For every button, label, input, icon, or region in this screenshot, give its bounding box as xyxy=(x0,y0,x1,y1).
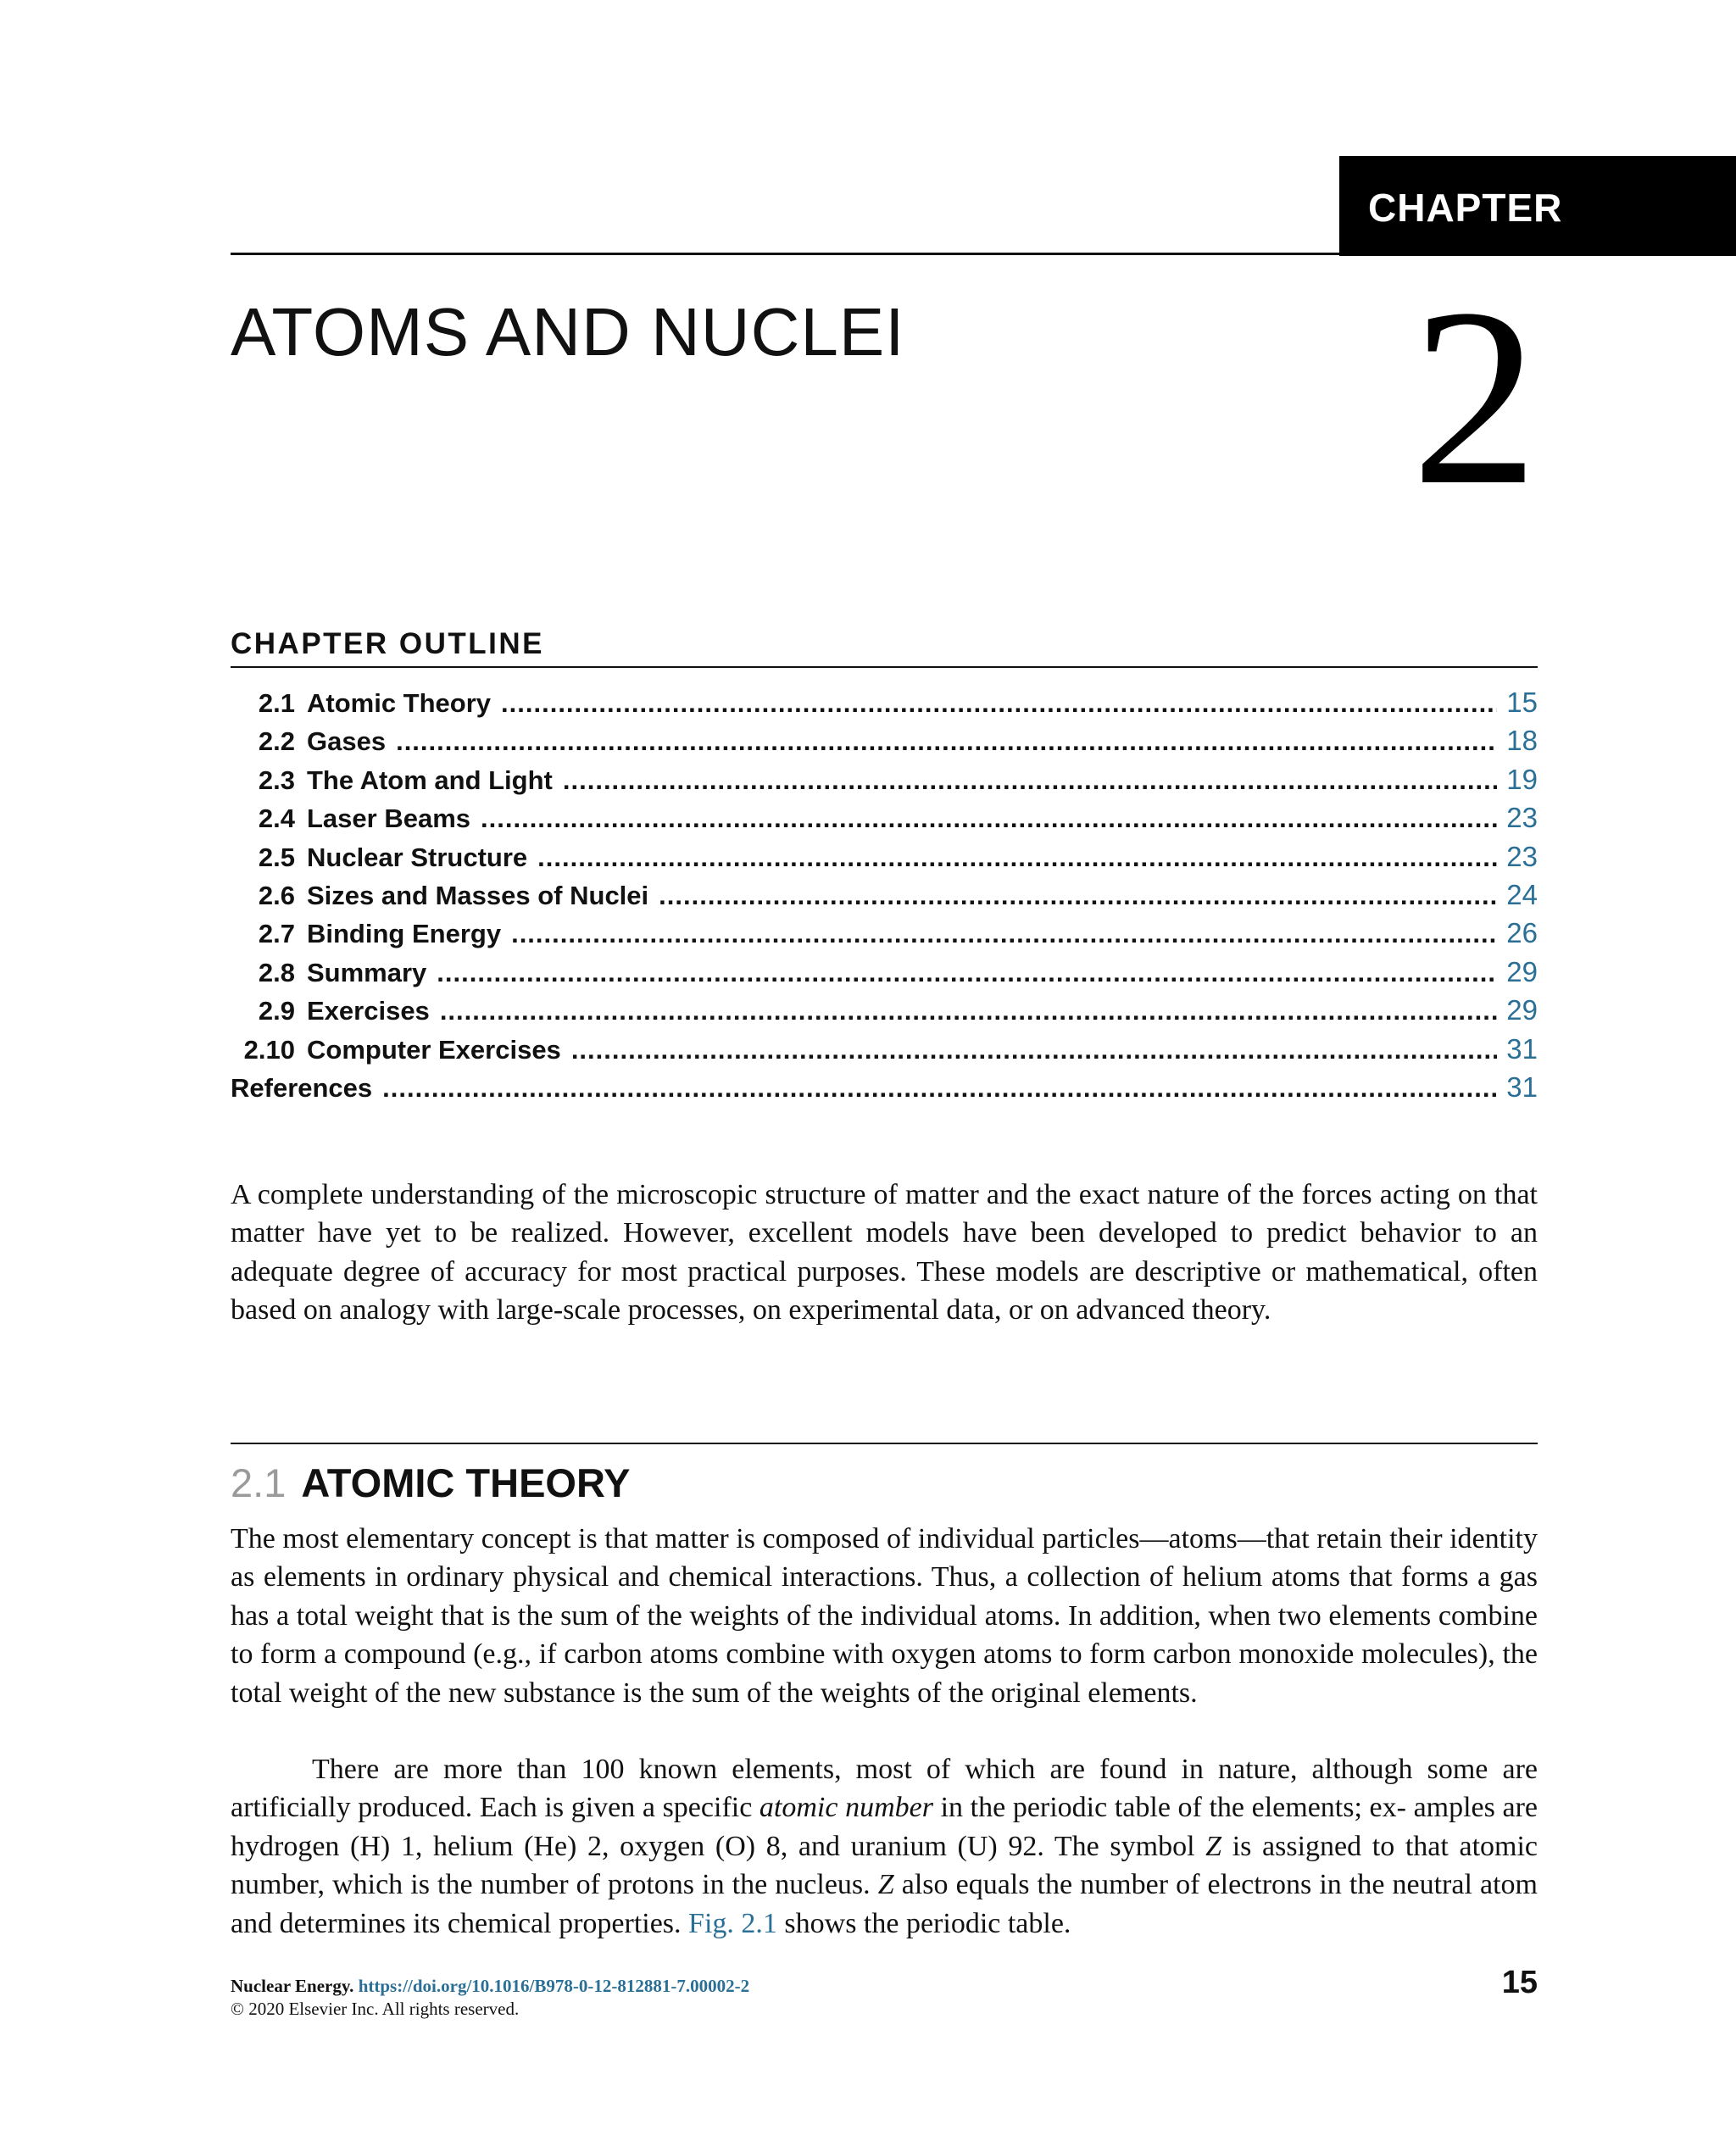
toc-entry-2-4[interactable] xyxy=(231,798,1538,837)
toc-entry-page-link[interactable]: 29 xyxy=(1506,955,1538,987)
toc-entry-number: 2.3 xyxy=(258,765,295,795)
outline-heading: CHAPTER OUTLINE xyxy=(231,627,544,660)
paragraph-text: is assigned to that atomic number, which is the number of protons in the nucleus. xyxy=(231,1830,1538,1901)
footer-doi-link[interactable]: https://doi.org/10.1016/B978-0-12-812881-7.00002-2 xyxy=(358,1976,750,1996)
paragraph-text: shows the periodic table. xyxy=(776,1907,1071,1939)
toc-entry-title: Computer Exercises xyxy=(307,1034,561,1065)
section-number: 2.1 xyxy=(231,1460,287,1505)
toc-entry-2-10[interactable] xyxy=(231,1030,1538,1068)
chapter-tab-label: CHAPTER xyxy=(1368,186,1563,230)
section-title: ATOMIC THEORY xyxy=(301,1460,631,1505)
intro-paragraph: A complete understanding of the microscopic structure of matter and the exact nature of the forces acting on that matter have yet to be realized. However, excellent models have been developed to predict behavior to an adequate degree of accuracy for most practical purposes. These models are descriptive or mathematical, often based on analogy with large-scale processes, on experimental data, or on advanced theory. xyxy=(231,1179,1538,1326)
toc-entry-title: References xyxy=(231,1072,373,1103)
toc-entry-page-link[interactable]: 26 xyxy=(1506,917,1538,949)
toc-dot-leader xyxy=(481,799,1497,837)
toc-dot-leader xyxy=(511,915,1497,953)
toc-dot-leader xyxy=(563,761,1497,799)
toc-entry-title: Sizes and Masses of Nuclei xyxy=(307,880,649,910)
toc-entry-number: 2.8 xyxy=(258,957,295,987)
chapter-tab xyxy=(1339,156,1736,256)
toc-entry-2-9[interactable] xyxy=(231,991,1538,1029)
toc-entry-number: 2.6 xyxy=(258,880,295,910)
toc-dot-leader xyxy=(537,838,1497,876)
toc-entry-page-link[interactable]: 31 xyxy=(1506,1032,1538,1065)
toc-entry-number: 2.10 xyxy=(243,1034,295,1065)
header-rule xyxy=(231,253,1339,255)
toc-entry-number: 2.9 xyxy=(258,996,295,1026)
toc-entry-2-5[interactable] xyxy=(231,837,1538,876)
toc-entry-title: Laser Beams xyxy=(307,804,471,834)
toc-entry-page-link[interactable]: 23 xyxy=(1506,802,1538,834)
toc-dot-leader xyxy=(571,1031,1497,1069)
toc-entry-2-8[interactable] xyxy=(231,953,1538,991)
symbol-z: Z xyxy=(1205,1830,1222,1862)
chapter-outline-list xyxy=(231,683,1538,1106)
toc-entry-number: 2.7 xyxy=(258,919,295,949)
toc-dot-leader xyxy=(437,954,1497,992)
toc-entry-2-3[interactable] xyxy=(231,760,1538,798)
paragraph-text: There are more than 100 known elements, most of which are found in nature, although some are artificially produced. Each is given a specific xyxy=(231,1754,1538,1824)
paragraph-text: also equals the number of electrons in the neutral atom and determines its chemical properties. xyxy=(231,1869,1538,1939)
page-number: 15 xyxy=(1501,1965,1538,2000)
toc-entry-2-1[interactable] xyxy=(231,683,1538,721)
toc-dot-leader xyxy=(382,1069,1497,1107)
toc-entry-number: 2.1 xyxy=(258,688,295,718)
chapter-title: ATOMS AND NUCLEI xyxy=(231,294,905,370)
toc-entry-2-6[interactable] xyxy=(231,876,1538,914)
toc-entry-page-link[interactable]: 29 xyxy=(1506,994,1538,1026)
chapter-number: 2 xyxy=(1411,256,1538,537)
toc-entry-title: Binding Energy xyxy=(307,919,502,949)
toc-entry-title: Nuclear Structure xyxy=(307,842,528,872)
toc-dot-leader xyxy=(440,992,1497,1030)
toc-dot-leader xyxy=(396,722,1497,760)
toc-entry-title: Exercises xyxy=(307,996,430,1026)
paragraph-text: in the periodic table of the elements; ex- amples are hydrogen (H) 1, helium (He) 2, oxygen (O) 8, and uranium (U) 92. The symbol xyxy=(231,1792,1538,1862)
figure-2-1-link[interactable]: Fig. 2.1 xyxy=(688,1907,777,1939)
toc-entry-number: 2.5 xyxy=(258,842,295,872)
toc-entry-page-link[interactable]: 15 xyxy=(1506,687,1538,718)
toc-entry-number: 2.4 xyxy=(258,804,295,834)
footer-citation xyxy=(231,1975,749,1998)
toc-entry-page-link[interactable]: 18 xyxy=(1506,725,1538,757)
toc-dot-leader xyxy=(501,684,1497,722)
outline-rule xyxy=(231,666,1538,668)
section-heading-2-1 xyxy=(231,1460,631,1505)
toc-entry-page-link[interactable]: 23 xyxy=(1506,840,1538,872)
emphasis-atomic-number: atomic number xyxy=(759,1792,933,1824)
toc-entry-page-link[interactable]: 19 xyxy=(1506,763,1538,795)
toc-entry-number: 2.2 xyxy=(258,726,295,757)
section-paragraph-2 xyxy=(231,1750,1538,1943)
toc-entry-page-link[interactable]: 31 xyxy=(1506,1070,1538,1103)
toc-entry-title: Summary xyxy=(307,957,427,987)
footer-copyright: © 2020 Elsevier Inc. All rights reserved. xyxy=(231,1999,520,2019)
symbol-z: Z xyxy=(877,1869,894,1901)
toc-entry-title: The Atom and Light xyxy=(307,765,553,795)
page-footer xyxy=(231,1975,749,2021)
toc-entry-title: Atomic Theory xyxy=(307,688,492,718)
toc-entry-2-2[interactable] xyxy=(231,721,1538,759)
footer-book-title: Nuclear Energy. xyxy=(231,1976,354,1996)
toc-entry-title: Gases xyxy=(307,726,387,757)
toc-entry-references[interactable] xyxy=(231,1068,1538,1106)
toc-entry-2-7[interactable] xyxy=(231,914,1538,952)
toc-entry-page-link[interactable]: 24 xyxy=(1506,878,1538,910)
toc-dot-leader xyxy=(659,876,1497,915)
section-rule xyxy=(231,1443,1538,1444)
section-paragraph-1: The most elementary concept is that matter is composed of individual particles—atoms—that retain their identity as elements in ordinary physical and chemical interactions. Thus, a collection of helium atoms that forms a gas has a total weight that is the sum of the weights of the individual atoms. In addition, when two elements combine to form a compound (e.g., if carbon atoms combine with oxygen atoms to form carbon monoxide molecules), the total weight of the new substance is the sum of the weights of the original elements. xyxy=(231,1523,1538,1709)
